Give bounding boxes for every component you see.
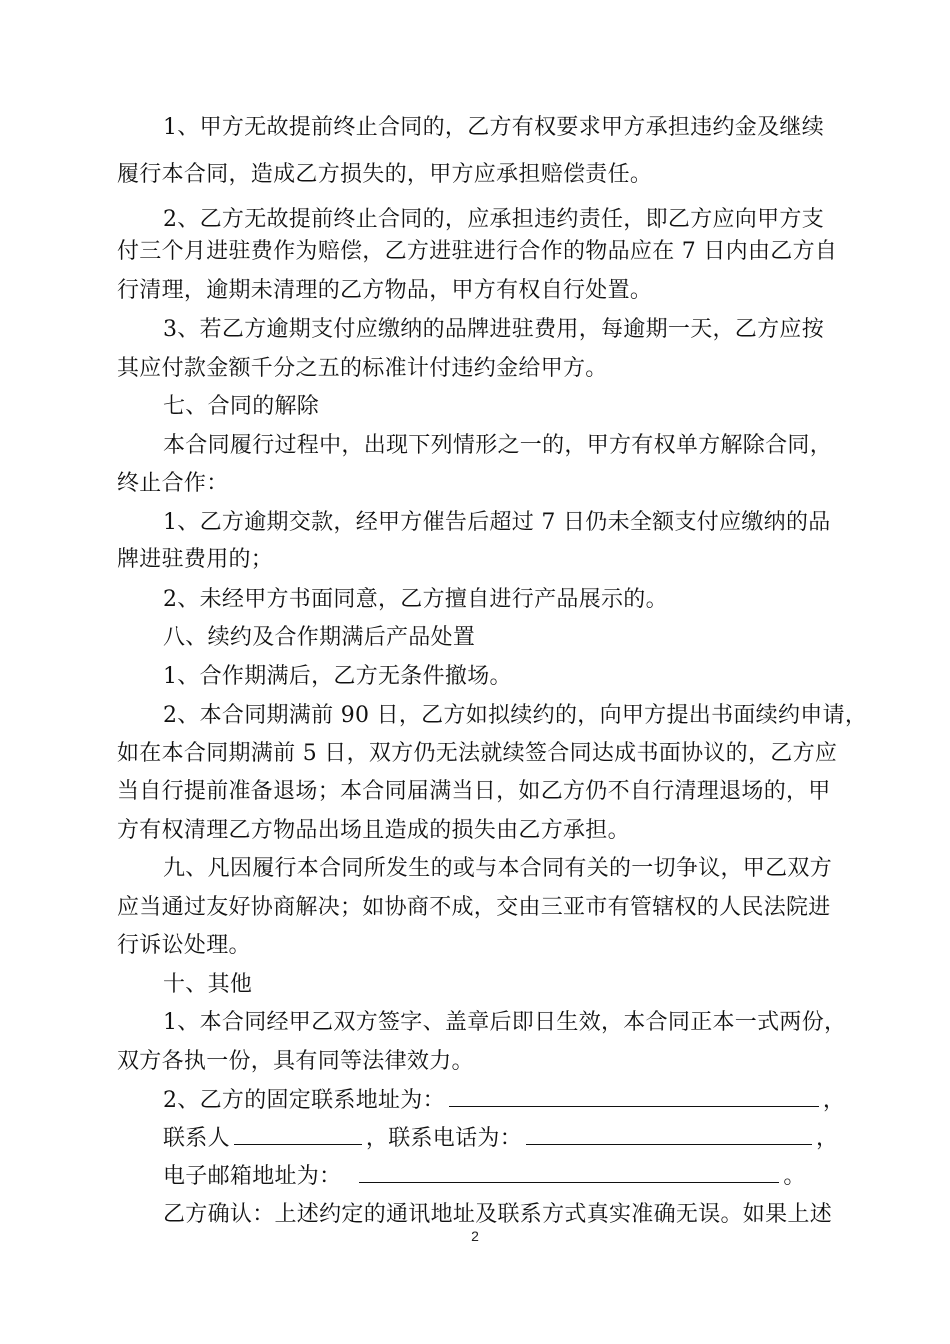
- paragraph-line: 牌进驻费用的；: [117, 547, 274, 572]
- paragraph-line: 方有权清理乙方物品出场且造成的损失由乙方承担。: [117, 818, 630, 843]
- phone-blank[interactable]: [526, 1118, 812, 1145]
- address-label: 2、乙方的固定联系地址为：: [163, 1088, 445, 1113]
- section-heading: 七、合同的解除: [163, 394, 320, 419]
- email-label: 电子邮箱地址为：: [163, 1164, 342, 1189]
- paragraph-line: 1、甲方无故提前终止合同的，乙方有权要求甲方承担违约金及继续: [163, 115, 824, 140]
- paragraph-line: 当自行提前准备退场；本合同届满当日，如乙方仍不自行清理退场的，甲: [117, 779, 831, 804]
- paragraph-line: 2、本合同期满前 90 日，乙方如拟续约的，向甲方提出书面续约申请，: [163, 703, 868, 728]
- email-end: 。: [783, 1164, 806, 1189]
- paragraph-line: 履行本合同，造成乙方损失的，甲方应承担赔偿责任。: [117, 162, 653, 187]
- section-heading: 八、续约及合作期满后产品处置: [163, 625, 476, 650]
- section-heading: 十、其他: [163, 972, 253, 997]
- phone-label: ，联系电话为：: [365, 1126, 523, 1151]
- paragraph-line: 其应付款金额千分之五的标准计付违约金给甲方。: [117, 356, 608, 381]
- address-blank[interactable]: [449, 1080, 819, 1107]
- paragraph-line: 3、若乙方逾期支付应缴纳的品牌进驻费用，每逾期一天，乙方应按: [163, 317, 824, 342]
- paragraph-line: 双方各执一份，具有同等法律效力。: [117, 1049, 474, 1074]
- paragraph-line: 行诉讼处理。: [117, 933, 251, 958]
- confirm-line: 乙方确认：上述约定的通讯地址及联系方式真实准确无误。如果上述: [163, 1202, 833, 1227]
- paragraph-line: 1、本合同经甲乙双方签字、盖章后即日生效，本合同正本一式两份，: [163, 1010, 847, 1035]
- paragraph-line: 行清理，逾期未清理的乙方物品，甲方有权自行处置。: [117, 278, 653, 303]
- contact-label: 联系人: [163, 1126, 230, 1151]
- email-blank[interactable]: [359, 1156, 779, 1183]
- paragraph-line: 九、凡因履行本合同所发生的或与本合同有关的一切争议，甲乙双方: [163, 856, 833, 881]
- paragraph-line: 终止合作：: [117, 471, 229, 496]
- paragraph-line: 付三个月进驻费作为赔偿，乙方进驻进行合作的物品应在 7 日内由乙方自: [117, 239, 838, 264]
- paragraph-line: 1、乙方逾期交款，经甲方催告后超过 7 日仍未全额支付应缴纳的品: [163, 510, 831, 535]
- contact-blank[interactable]: [234, 1118, 362, 1145]
- page-number: 2: [471, 1228, 479, 1244]
- paragraph-line: 2、乙方无故提前终止合同的，应承担违约责任，即乙方应向甲方支: [163, 207, 824, 232]
- paragraph-line: 如在本合同期满前 5 日，双方仍无法就续签合同达成书面协议的，乙方应: [117, 741, 838, 766]
- address-end: ，: [822, 1088, 846, 1113]
- paragraph-line: 应当通过友好协商解决；如协商不成，交由三亚市有管辖权的人民法院进: [117, 895, 831, 920]
- phone-end: ，: [816, 1126, 839, 1151]
- address-line: [163, 1080, 846, 1120]
- email-line: [163, 1156, 837, 1196]
- paragraph-line: 2、未经甲方书面同意，乙方擅自进行产品展示的。: [163, 587, 668, 612]
- paragraph-line: 1、合作期满后，乙方无条件撤场。: [163, 664, 512, 689]
- paragraph-line: 本合同履行过程中，出现下列情形之一的，甲方有权单方解除合同，: [163, 433, 833, 458]
- contact-line: [163, 1118, 837, 1158]
